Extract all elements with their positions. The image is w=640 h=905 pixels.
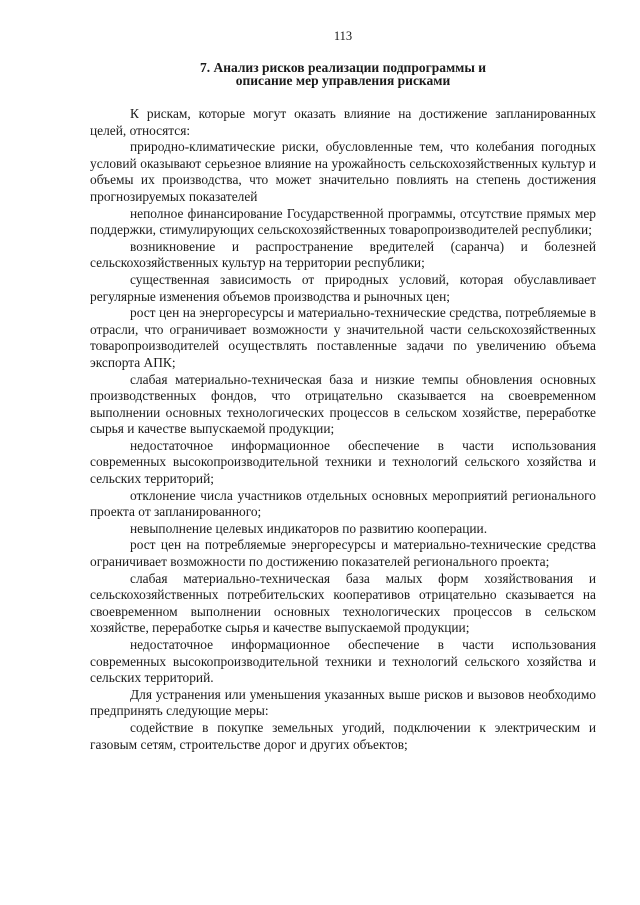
paragraph-financing-risk: неполное финансирование Государственной программы, отсутствие прямых мер поддержки, стимулирующих сельскохозяйственных товаропроизводителей республики; xyxy=(90,205,596,238)
section-heading xyxy=(90,61,596,87)
paragraph-participants-risk: отклонение числа участников отдельных основных мероприятий регионального проекта от запланированного; xyxy=(90,487,596,520)
paragraph-weak-base-risk: слабая материально-техническая база и низкие темпы обновления основных производственных фондов, что отрицательно сказывается на своевременном выполнении основных технологических процессов в сельском хозяйстве, переработке сырья и качестве выпускаемой продукции; xyxy=(90,371,596,437)
section-heading-line-2: описание мер управления рисками xyxy=(235,73,451,88)
paragraph-climate-risk: природно-климатические риски, обусловленные тем, что колебания погодных условий оказывают серьезное влияние на урожайность сельскохозяйственных культур и объемы их производства, что может значительно повлиять на степень достижения прогнозируемых показателей xyxy=(90,139,596,204)
section-heading-line-1: 7. Анализ рисков реализации подпрограммы и xyxy=(199,60,487,75)
paragraph-intro: К рискам, которые могут оказать влияние на достижение запланированных целей, относятся: xyxy=(90,106,596,138)
document-page xyxy=(90,28,596,753)
paragraph-nature-dependency-risk: существенная зависимость от природных условий, которая обуславливает регулярные изменения объемов производства и рыночных цен; xyxy=(90,271,596,304)
paragraph-information-risk-2: недостаточное информационное обеспечение в части использования современных высокопроизводительной техники и технологий сельского хозяйства и сельских территорий. xyxy=(90,637,596,686)
paragraph-information-risk: недостаточное информационное обеспечение в части использования современных высокопроизводительной техники и технологий сельского хозяйства и сельских территорий; xyxy=(90,437,596,487)
paragraph-pests-risk: возникновение и распространение вредителей (саранча) и болезней сельскохозяйственных культур на территории республики; xyxy=(90,238,596,271)
paragraph-cooperation-risk: невыполнение целевых индикаторов по развитию кооперации. xyxy=(130,520,488,536)
body-text xyxy=(90,106,596,753)
paragraph-measures-intro: Для устранения или уменьшения указанных выше рисков и вызовов необходимо предпринять следующие меры: xyxy=(90,686,596,719)
page-number: 113 xyxy=(333,29,353,43)
paragraph-measure-land: содействие в покупке земельных угодий, подключении к электрическим и газовым сетям, строительстве дорог и других объектов; xyxy=(90,719,596,752)
paragraph-energy-prices-risk: рост цен на энергоресурсы и материально-технические средства, потребляемые в отрасли, что ограничивает возможности у значительной части сельскохозяйственных товаропроизводителей осуществлять поставленные задачи по увеличению объема экспорта АПК; xyxy=(90,305,596,370)
paragraph-energy-prices-project-risk: рост цен на потребляемые энергоресурсы и материально-технические средства ограничивает возможности по достижению показателей регионального проекта; xyxy=(90,537,596,570)
paragraph-small-farms-risk: слабая материально-техническая база малых форм хозяйствования и сельскохозяйственных потребительских кооперативов отрицательно сказывается на своевременном выполнении основных технологических процессов в сельском хозяйстве, переработке сырья и качестве выпускаемой продукции; xyxy=(90,570,596,636)
